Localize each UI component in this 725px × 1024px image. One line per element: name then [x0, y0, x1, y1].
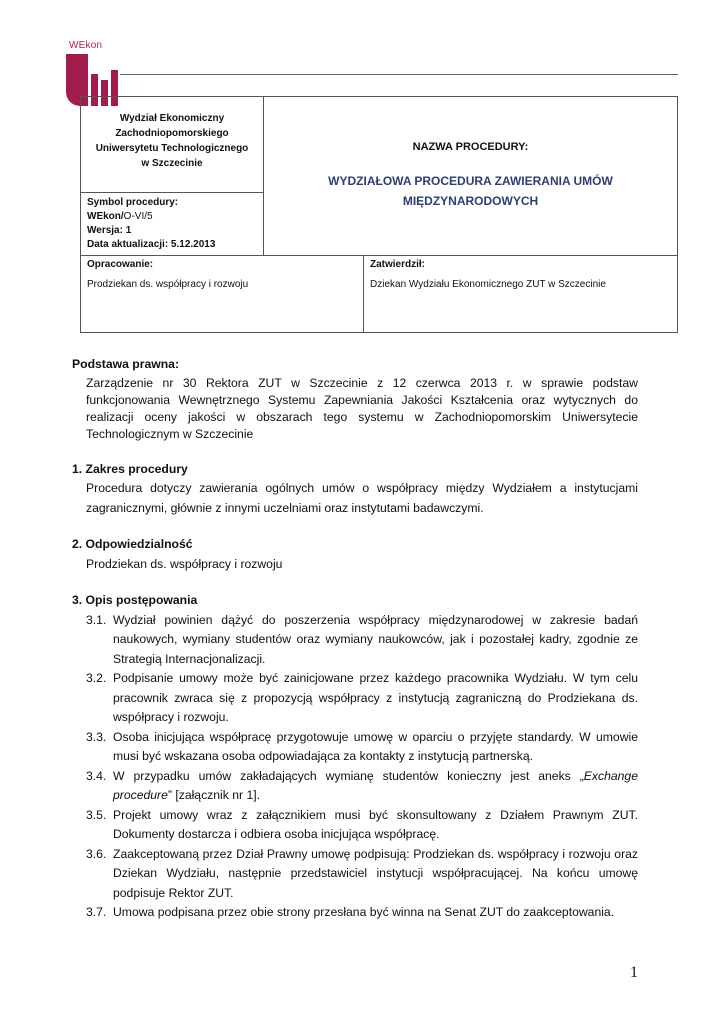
- procedure-name-line: WYDZIAŁOWA PROCEDURA ZAWIERANIA UMÓW: [328, 174, 613, 188]
- prepared-label: Opracowanie:: [87, 259, 154, 270]
- institution-line: Zachodniopomorskiego: [115, 128, 229, 139]
- item-text: Zaakceptowaną przez Dział Prawny umowę podpisują: Prodziekan ds. współpracy i rozwoju oraz Dziekan Wydziału, następnie przedstawiciel instytucji współpracującej. Na końcu umowę podpisuje Rektor ZUT.: [113, 846, 638, 900]
- symbol-cell: [81, 193, 264, 256]
- approved-label: Zatwierdził:: [370, 259, 426, 270]
- item-text: Osoba inicjująca współpracę przygotowuje umowę w oparciu o przyjęte standardy. W umowie musi być wskazana osoba odpowiadająca za kontakty z instytucją partnerską.: [113, 729, 638, 763]
- approved-cell: [364, 256, 678, 333]
- institution-line: w Szczecinie: [141, 158, 203, 169]
- section-2-heading: 2. Odpowiedzialność: [72, 537, 193, 551]
- prepared-cell: [81, 256, 364, 333]
- procedure-header-table: [80, 96, 678, 333]
- section-2-text: Prodziekan ds. współpracy i rozwoju: [86, 556, 283, 571]
- logo-text: WEkon: [69, 40, 103, 51]
- document-body: [72, 355, 638, 923]
- item-text: Podpisanie umowy może być zainicjowane przez każdego pracownika Wydziału. W tym celu pracownik zwraca się z propozycją współpracy z instytucją zagraniczną do Prodziekana ds. współpracy i rozwoju.: [113, 671, 638, 724]
- section-1-text: Procedura dotyczy zawierania ogólnych umów o współpracy między Wydziałem a instytucjami zagranicznymi, głównie z innymi uczelniami oraz instytutami badawczymi.: [86, 481, 638, 515]
- institution-cell: [81, 97, 264, 193]
- page-number: 1: [630, 964, 638, 981]
- list-item: [72, 903, 638, 923]
- institution-line: Wydział Ekonomiczny: [119, 113, 225, 124]
- institution-line: Uniwersytetu Technologicznego: [95, 143, 249, 154]
- list-item: [72, 728, 638, 767]
- item-number: 3.1.: [86, 612, 107, 627]
- symbol-code: [87, 210, 257, 224]
- item-number: 3.7.: [86, 905, 107, 919]
- item-text-part: W przypadku umów zakładających wymianę studentów konieczny jest aneks „: [113, 768, 584, 783]
- item-text: Projekt umowy wraz z załącznikiem musi być skonsultowany z Działem Prawnym ZUT. Dokumenty dostarcza i odbiera osoba inicjująca współpracę.: [113, 807, 638, 841]
- section-1-heading: 1. Zakres procedury: [72, 461, 188, 476]
- symbol-label: Symbol procedury:: [87, 197, 179, 208]
- procedure-name-cell: [264, 97, 678, 256]
- procedure-name: [270, 171, 671, 211]
- item-text: Wydział powinien dążyć do poszerzenia współpracy międzynarodowej w zakresie badań naukowych, wymiany studentów oraz wymiany naukowców, jak i pozostałej kadry, zgodnie ze Strategią Internacjonalizacji.: [113, 612, 638, 666]
- item-text: [113, 767, 638, 806]
- list-item: [72, 806, 638, 845]
- section-3-heading: 3. Opis postępowania: [72, 593, 198, 607]
- item-number: 3.6.: [86, 846, 107, 861]
- list-item: [72, 611, 638, 670]
- list-item: [72, 845, 638, 904]
- version: Wersja: 1: [87, 225, 132, 236]
- symbol-prefix: WEkon/: [87, 211, 124, 222]
- list-item: [72, 767, 638, 806]
- list-item: [72, 669, 638, 728]
- procedure-title: NAZWA PROCEDURY:: [412, 141, 529, 153]
- item-number: 3.2.: [86, 671, 107, 685]
- legal-basis-heading: Podstawa prawna:: [72, 357, 180, 371]
- procedure-name-line: MIĘDZYNARODOWYCH: [402, 194, 539, 208]
- item-text-part: ” [załącznik nr 1].: [167, 788, 261, 802]
- item-number: 3.5.: [86, 807, 107, 822]
- item-number: 3.4.: [86, 768, 107, 783]
- item-text-italic: Exchange procedure: [113, 768, 638, 802]
- legal-basis-text: Zarządzenie nr 30 Rektora ZUT w Szczecinie z 12 czerwca 2013 r. w sprawie podstaw funkcjonowania Wewnętrznego Systemu Zapewniania Jakości Kształcenia oraz wytycznych do realizacji oceny jakości w obszarach tego systemu w Zachodniopomorskim Uniwersytecie Technologicznym w Szczecinie: [86, 375, 638, 441]
- symbol-value: O-VI/5: [123, 211, 153, 222]
- prepared-value: Prodziekan ds. współpracy i rozwoju: [87, 279, 249, 290]
- update-date: Data aktualizacji: 5.12.2013: [87, 239, 216, 250]
- item-text: Umowa podpisana przez obie strony przesłana być winna na Senat ZUT do zaakceptowania.: [113, 905, 615, 919]
- approved-value: Dziekan Wydziału Ekonomicznego ZUT w Szczecinie: [370, 279, 606, 290]
- item-number: 3.3.: [86, 729, 107, 744]
- header-rule: [120, 74, 678, 75]
